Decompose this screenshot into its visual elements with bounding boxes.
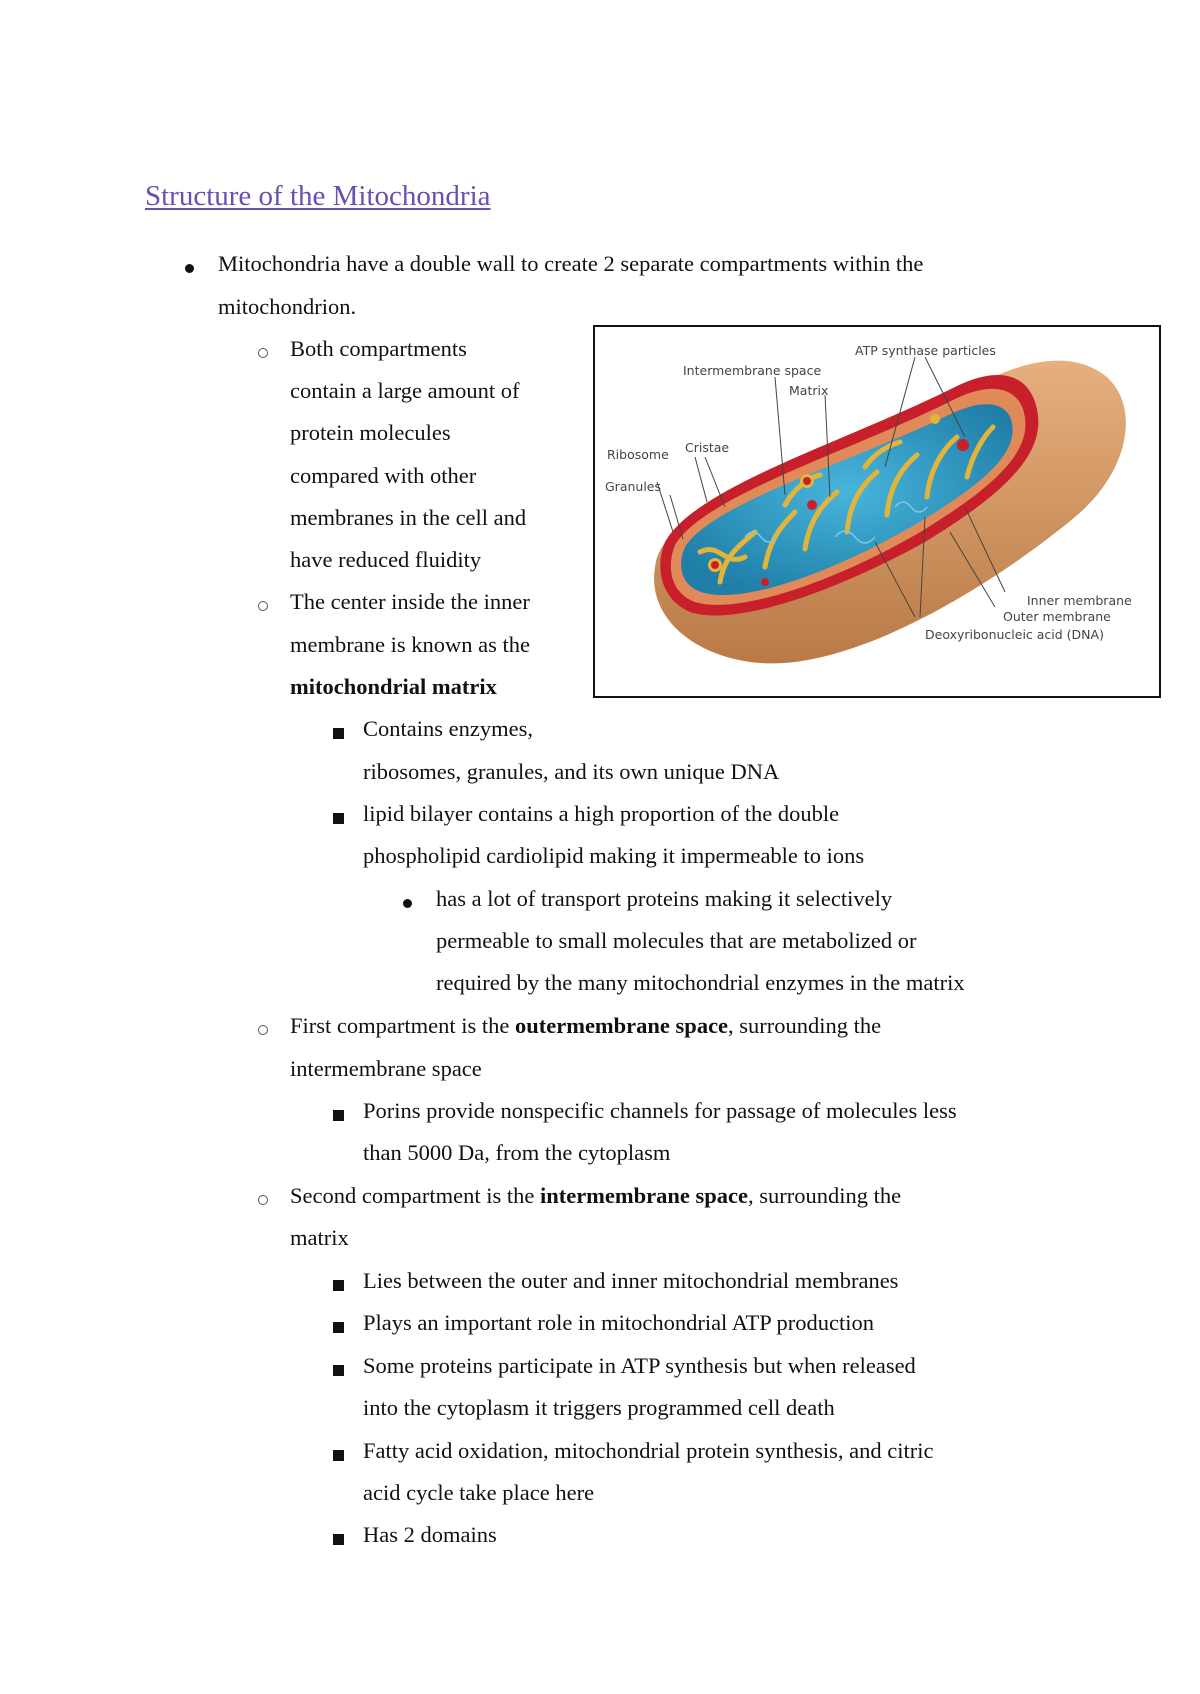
text-line: have reduced fluidity <box>290 547 482 572</box>
text-line: mitochondrion. <box>218 294 357 319</box>
text-line: Mitochondria have a double wall to create 2 separate compartments within the <box>218 251 924 276</box>
text-line: than 5000 Da, from the cytoplasm <box>363 1140 671 1165</box>
bullet-circle <box>258 338 268 358</box>
bullet-circle <box>258 1185 268 1205</box>
text-line: membrane is known as the <box>290 632 530 657</box>
label-intermembrane-space: Intermembrane space <box>683 363 822 378</box>
bullet-square <box>333 1440 344 1461</box>
bullet-square <box>333 1100 344 1121</box>
text-line: membranes in the cell and <box>290 505 527 530</box>
text-run: , surrounding the <box>748 1183 902 1208</box>
text-line: Fatty acid oxidation, mitochondrial protein synthesis, and citric <box>363 1438 934 1463</box>
text-line: protein molecules <box>290 420 451 445</box>
text-line: permeable to small molecules that are metabolized or <box>436 928 917 953</box>
label-outer-membrane: Outer membrane <box>1003 609 1111 624</box>
text-line: compared with other <box>290 463 477 488</box>
page-title: Structure of the Mitochondria <box>145 180 491 212</box>
text-line: Has 2 domains <box>363 1522 497 1547</box>
label-cristae: Cristae <box>685 440 730 455</box>
label-granules: Granules <box>605 479 662 494</box>
bullet-square <box>333 718 344 739</box>
bullet-square <box>333 803 344 824</box>
text-line: lipid bilayer contains a high proportion of the double <box>363 801 840 826</box>
bullet-square <box>333 1355 344 1376</box>
label-atp-synthase: ATP synthase particles <box>855 343 996 358</box>
text-line: matrix <box>290 1225 349 1250</box>
bullet-circle <box>258 1015 268 1035</box>
text-run-bold: outermembrane space <box>514 1013 729 1038</box>
bullet-disc <box>185 253 194 273</box>
text-line-bold: mitochondrial matrix <box>290 674 497 699</box>
text-line: acid cycle take place here <box>363 1480 595 1505</box>
text-line: intermembrane space <box>290 1056 482 1081</box>
text-run: , surrounding the <box>728 1013 882 1038</box>
label-ribosome: Ribosome <box>607 447 669 462</box>
text-line: has a lot of transport proteins making it selectively <box>436 886 893 911</box>
text-line: ribosomes, granules, and its own unique DNA <box>363 759 780 784</box>
text-line: required by the many mitochondrial enzymes in the matrix <box>436 970 965 995</box>
bullet-square <box>333 1270 344 1291</box>
text-line: phospholipid cardiolipid making it impermeable to ions <box>363 843 865 868</box>
text-line <box>290 1181 901 1211</box>
text-line: into the cytoplasm it triggers programmed cell death <box>363 1395 835 1420</box>
text-line: Lies between the outer and inner mitochondrial membranes <box>363 1268 899 1293</box>
bullet-square <box>333 1524 344 1545</box>
text-line: Some proteins participate in ATP synthesis but when released <box>363 1353 916 1378</box>
bullet-circle <box>258 591 268 611</box>
text-line <box>290 1011 881 1041</box>
text-run: Second compartment is the <box>290 1183 540 1208</box>
text-line: contain a large amount of <box>290 378 520 403</box>
text-line: Porins provide nonspecific channels for passage of molecules less <box>363 1098 957 1123</box>
label-matrix: Matrix <box>789 383 829 398</box>
text-line: Both compartments <box>290 336 467 361</box>
text-line: Plays an important role in mitochondrial ATP production <box>363 1310 874 1335</box>
text-line: Contains enzymes, <box>363 716 533 741</box>
label-dna: Deoxyribonucleic acid (DNA) <box>925 627 1104 642</box>
mitochondrion-diagram <box>593 325 1161 698</box>
text-run-bold: intermembrane space <box>539 1183 749 1208</box>
text-line: The center inside the inner <box>290 589 530 614</box>
bullet-disc <box>403 888 412 908</box>
bullet-square <box>333 1312 344 1333</box>
label-inner-membrane: Inner membrane <box>1027 593 1132 608</box>
text-run: First compartment is the <box>290 1013 515 1038</box>
mitochondrion-illustration <box>595 327 1158 695</box>
